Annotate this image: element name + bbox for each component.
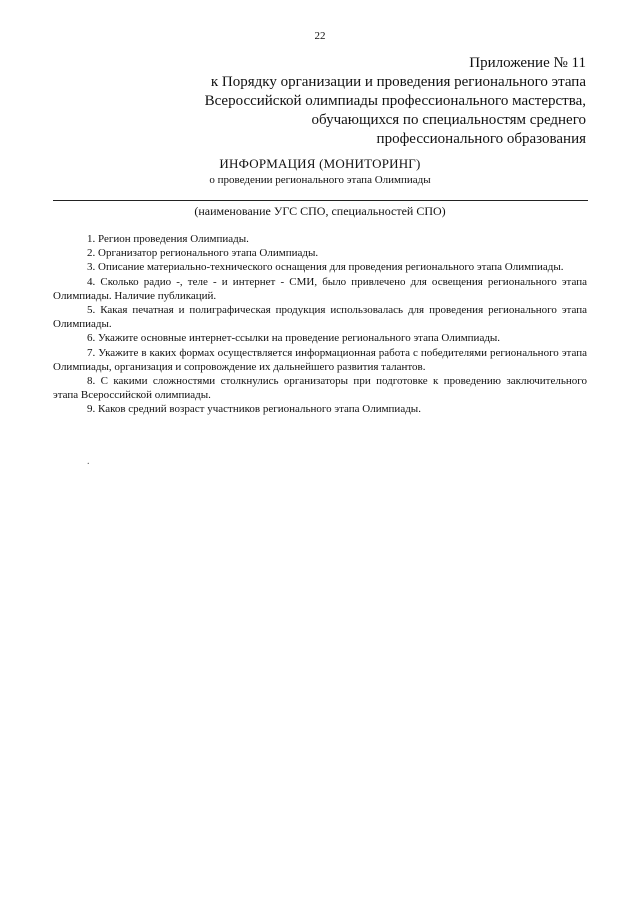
list-item: 4. Сколько радио -, теле - и интернет - СМИ, было привлечено для освещения регионального этапа Олимпиады. Наличие публикаций. [53,275,587,302]
appendix-line: профессионального образования [376,131,586,147]
stray-mark: . [87,456,90,467]
fill-in-line [53,200,588,201]
appendix-line: к Порядку организации и проведения регионального этапа [210,74,586,90]
list-item: 2. Организатор регионального этапа Олимпиады. [87,247,319,260]
document-subtitle: о проведении регионального этапа Олимпиады [209,174,431,186]
appendix-line: обучающихся по специальностям среднего [311,112,586,128]
list-item: 6. Укажите основные интернет-ссылки на проведение регионального этапа Олимпиады. [87,332,501,345]
list-item: 9. Каков средний возраст участников регионального этапа Олимпиады. [87,403,421,416]
document-title: ИНФОРМАЦИЯ (МОНИТОРИНГ) [219,156,421,171]
field-caption: (наименование УГС СПО, специальностей СПО) [194,204,446,218]
list-item: 8. С какими сложностями столкнулись организаторы при подготовке к проведению заключительного этапа Всероссийской олимпиады. [53,375,587,402]
appendix-header [156,54,586,149]
appendix-title: Приложение № 11 [469,55,586,71]
page-number: 22 [314,30,326,42]
question-list [53,232,587,417]
appendix-line: Всероссийской олимпиады профессионального мастерства, [204,93,586,109]
list-item: 3. Описание материально-технического оснащения для проведения регионального этапа Олимпиады. [87,261,564,274]
list-item: 5. Какая печатная и полиграфическая продукция использовалась для проведения регионального этапа Олимпиады. [53,304,587,331]
list-item: 1. Регион проведения Олимпиады. [87,233,249,245]
list-item: 7. Укажите в каких формах осуществляется информационная работа с победителями регионального этапа Олимпиады, организация и сопровождение их дальнейшего развития талантов. [53,346,587,373]
